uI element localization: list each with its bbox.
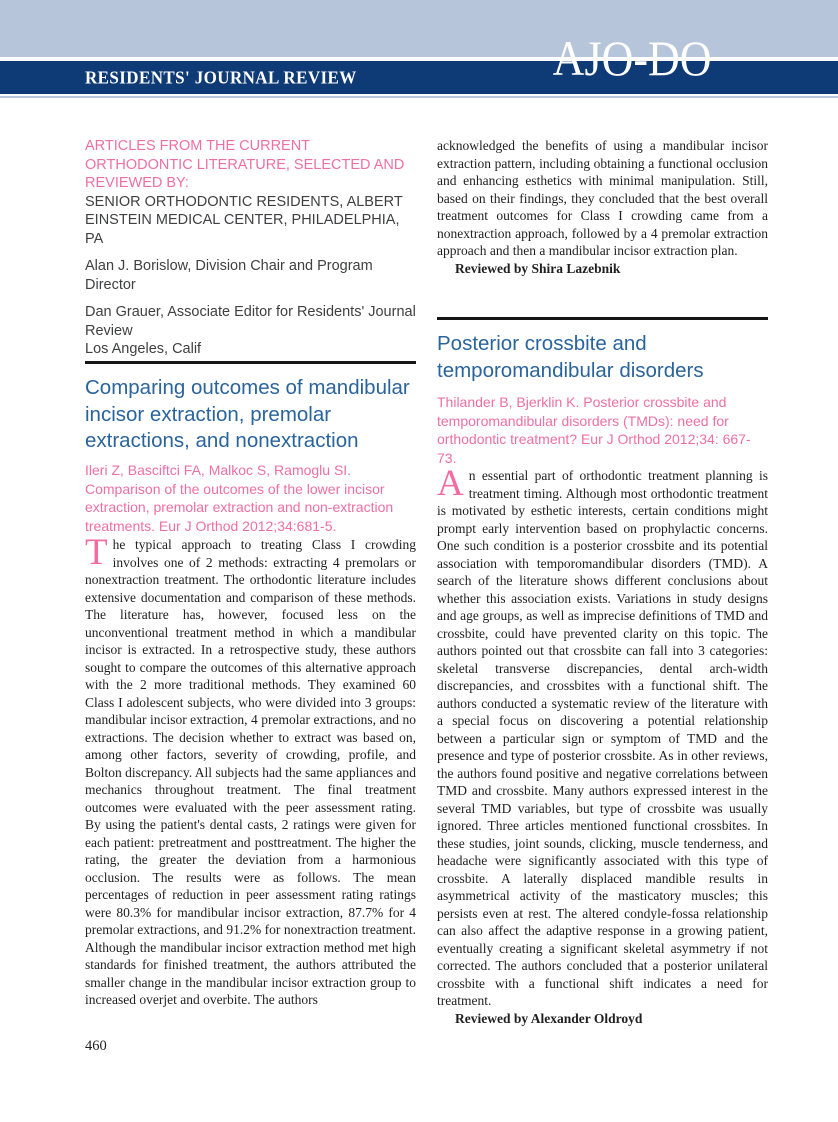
masthead-associate-editor [85, 303, 416, 359]
header-band-underline [0, 96, 838, 98]
article2-body [437, 463, 768, 1027]
page-number: 460 [85, 1038, 107, 1054]
article2-title: Posterior crossbite and temporomandibular disorders [437, 332, 704, 382]
article1-body-text: he typical approach to treating Class I crowding involves one of 2 methods: extracting 4 premolars or nonextraction treatment. The orthodontic literature includes extensive documentation and comparison of these methods. The literature has, however, focused less on the unconventional treatment method in which a mandibular incisor is extracted. In a retrospective study, these authors sought to compare the outcomes of this alternative approach with the 2 more traditional methods. They examined 60 Class I adolescent subjects, who were divided into 3 groups: mandibular incisor extraction, 4 premolar extractions, and no extractions. The decision whether to extract was based on, among other factors, severity of crowding, profile, and Bolton discrepancy. All subjects had the same appliances and mechanics throughout treatment. The final treatment outcomes were evaluated with the peer assessment rating. By using the patient's dental casts, 2 ratings were given for each patient: pretreatment and posttreatment. The higher the rating, the greater the deviation from a harmonious occlusion. The results were as follows. The mean percentages of reduction in peer assessment rating ratings were 80.3% for mandibular incisor extraction, 87.7% for 4 premolar extractions, and 91.2% for nonextraction treatment. Although the mandibular incisor extraction method met high standards for finished treatment, the authors attributed the smaller change in the mandibular incisor extraction group to increased overjet and overbite. The authors [85, 537, 416, 1007]
associate-editor-location: Los Angeles, Calif [85, 341, 202, 357]
article1-reviewer: Reviewed by Shira Lazebnik [455, 260, 621, 276]
masthead-selected-by: ARTICLES FROM THE CURRENT ORTHODONTIC LITERATURE, SELECTED AND REVIEWED BY: [85, 138, 405, 191]
article1-title: Comparing outcomes of mandibular incisor extraction, premolar extractions, and nonextraction [85, 376, 410, 452]
associate-editor-name: Dan Grauer, Associate Editor for Residents' Journal Review [85, 304, 416, 339]
article2-reviewer: Reviewed by Alexander Oldroyd [455, 1010, 643, 1026]
article2-drop-cap: A [437, 463, 464, 504]
journal-logo: AJO-DO [553, 30, 712, 86]
article2-paragraph [437, 463, 768, 1010]
article2-body-text: n essential part of orthodontic treatment planning is treatment timing. Although most orthodontic treatment is motivated by esthetic interests, certain conditions might prompt early intervention based on prophylactic concerns. One such condition is a posterior crossbite and its potential association with temporomandibular disorders (TMD). A search of the literature shows different conclusions about whether this association exists. Variations in study designs and age groups, as well as imprecise definitions of TMD and crossbite, could have prevented clarity on this topic. The authors pointed out that crossbite can fall into 3 categories: skeletal transverse discrepancies, dental arch-width discrepancies, and crossbites with a functional shift. The authors conducted a systematic review of the literature with a special focus on discovering a potential relationship between a particular sign or symptom of TMD and the presence and type of posterior crossbite. As in other reviews, the authors found positive and negative correlations between TMD and crossbite. Many authors expressed interest in the several TMD variables, but type of crossbite was usually ignored. Three articles mentioned functional crossbites. In these studies, joint sounds, clicking, muscle tenderness, and headache were significantly associated with this type of crossbite. A laterally displaced mandible results in asymmetrical activity of the masticatory muscles; this persists even at rest. The altered condyle-fossa relationship can also affect the adaptive response in a growing patient, eventually creating a significant skeletal asymmetry if not corrected. The authors concluded that a posterior unilateral crossbite with a functional shift indicates a need for treatment. [437, 468, 768, 1008]
article1-continuation-text: acknowledged the benefits of using a mandibular incisor extraction pattern, including obtaining a functional occlusion and enhancing esthetics with minimal manipulation. Still, based on their findings, they concluded that the best overall treatment outcomes for Class I crowding came from a nonextraction approach, followed by a 4 premolar extraction approach and then a mandibular incisor extraction plan. [437, 138, 768, 258]
masthead-residents: SENIOR ORTHODONTIC RESIDENTS, ALBERT EINSTEIN MEDICAL CENTER, PHILADELPHIA, PA [85, 193, 403, 247]
masthead [85, 137, 416, 359]
article2-citation: Thilander B, Bjerklin K. Posterior crossbite and temporomandibular disorders (TMDs): need for orthodontic treatment? Eur J Orthod 2012;34: 667-73. [437, 394, 751, 466]
article1-body-col1 [85, 532, 416, 1009]
article1-divider [85, 361, 416, 364]
article1-drop-cap: T [85, 532, 108, 573]
masthead-program-chair: Alan J. Borislow, Division Chair and Program Director [85, 258, 373, 293]
header-band-light [0, 0, 838, 57]
article1-body-col2 [437, 137, 768, 277]
article1-citation: Ileri Z, Basciftci FA, Malkoc S, Ramoglu SI. Comparison of the outcomes of the lower incisor extraction, premolar extraction and non-extraction treatments. Eur J Orthod 2012;34:681-5. [85, 462, 394, 534]
section-label: RESIDENTS' JOURNAL REVIEW [85, 68, 357, 88]
article2-divider [437, 317, 768, 320]
article1-paragraph [85, 532, 416, 1009]
